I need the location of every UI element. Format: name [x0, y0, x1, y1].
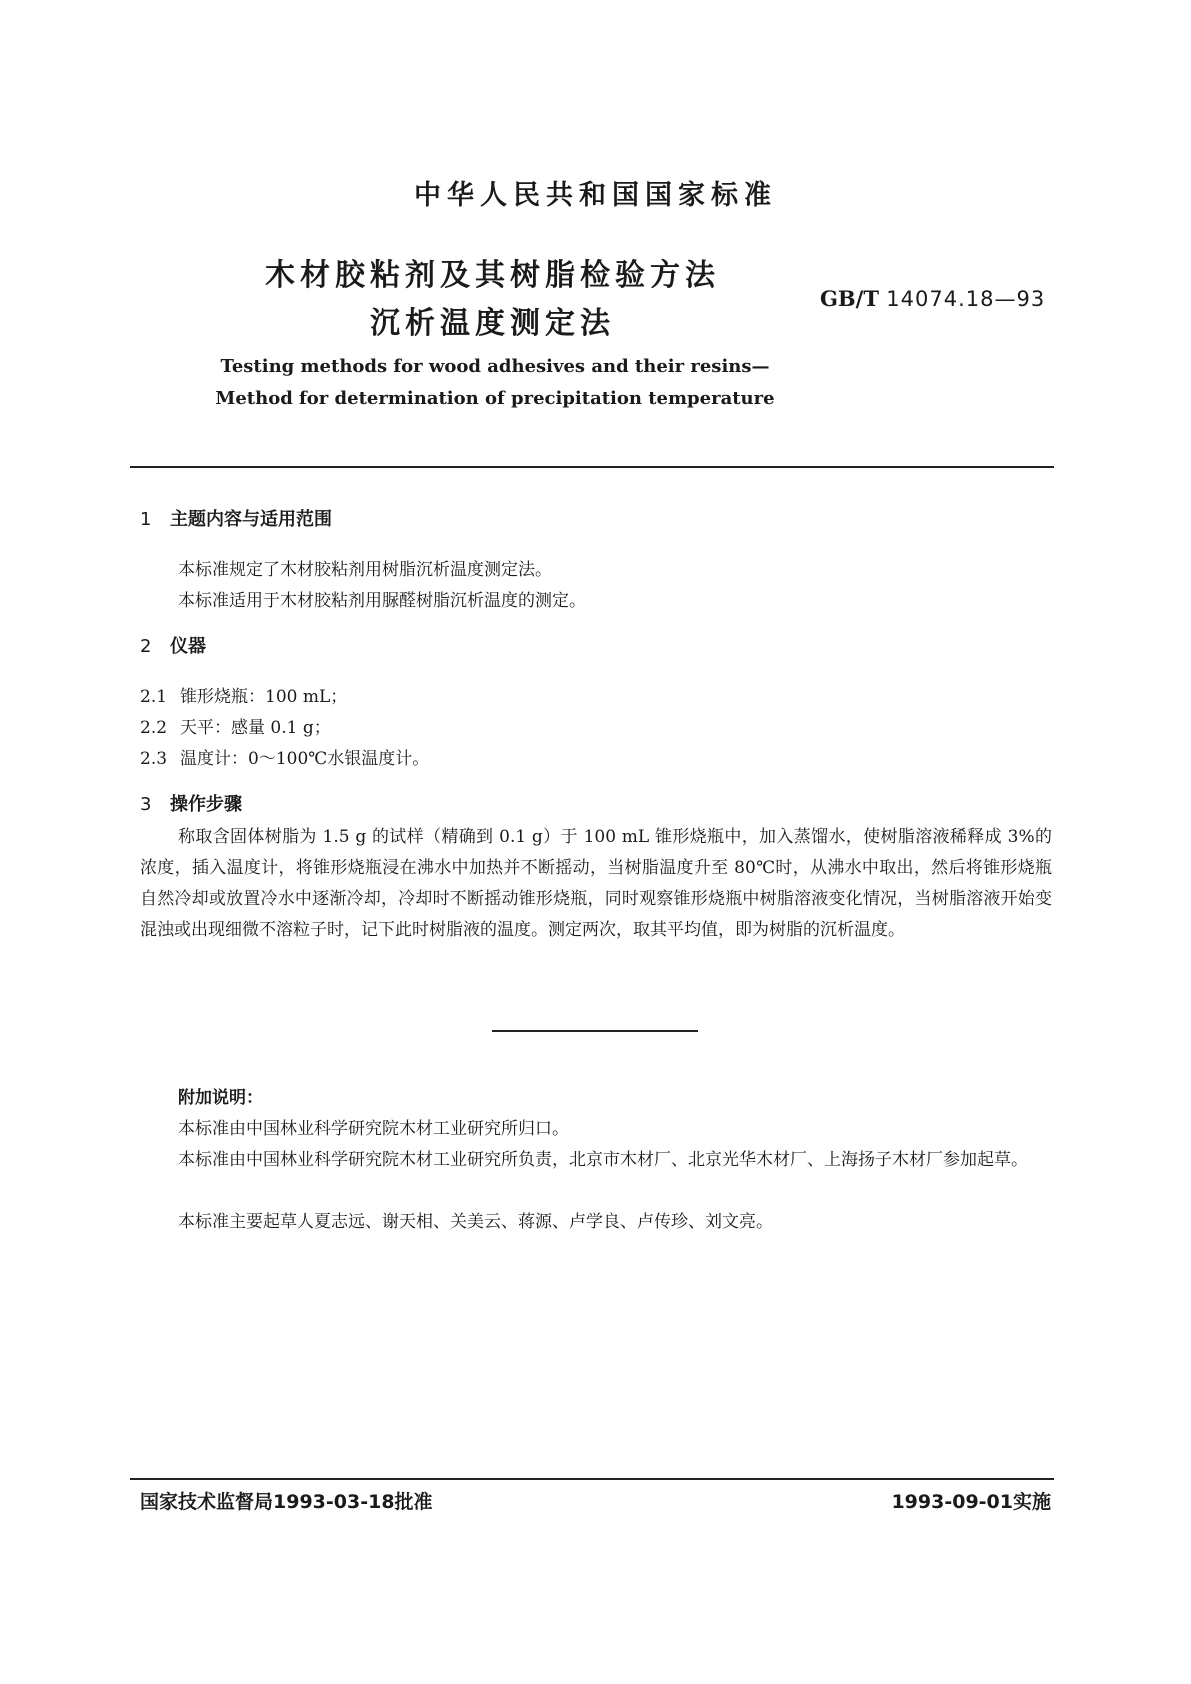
- item-number: 2.2: [140, 718, 168, 738]
- standard-number: [820, 286, 1045, 311]
- document-title-line2: 沉析温度测定法: [370, 306, 615, 341]
- content-end-divider: [492, 1030, 698, 1032]
- item-text: 温度计：0～100℃水银温度计。: [180, 749, 430, 769]
- instrument-item: [140, 744, 429, 769]
- national-standard-heading: 中华人民共和国国家标准: [414, 180, 777, 211]
- item-text: 锥形烧瓶：100 mL；: [180, 687, 348, 707]
- item-number: 2.3: [140, 749, 168, 769]
- english-title-line2: Method for determination of precipitation temperature: [215, 388, 775, 409]
- english-title-line1: Testing methods for wood adhesives and their resins—: [220, 356, 770, 377]
- implementation-date: 1993-09-01实施: [891, 1491, 1051, 1513]
- standard-code: 14074.18—93: [886, 287, 1046, 311]
- additional-note: 本标准由中国林业科学研究院木材工业研究所负责，北京市木材厂、北京光华木材厂、上海扬子木材厂参加起草。: [178, 1150, 1028, 1170]
- section-title: 主题内容与适用范围: [170, 509, 332, 530]
- additional-note: 本标准主要起草人夏志远、谢天相、关美云、蒋源、卢学良、卢传珍、刘文亮。: [178, 1212, 773, 1232]
- instrument-item: [140, 682, 347, 707]
- additional-note: 本标准由中国林业科学研究院木材工业研究所归口。: [178, 1119, 569, 1139]
- section-title: 操作步骤: [170, 794, 242, 815]
- section-1-heading: [140, 505, 332, 531]
- section-title: 仪器: [170, 636, 206, 657]
- footer-divider: [130, 1478, 1054, 1480]
- instrument-item: [140, 713, 331, 738]
- section-1-paragraph: 本标准适用于木材胶粘剂用脲醛树脂沉析温度的测定。: [178, 591, 586, 611]
- section-number: 1: [140, 509, 152, 530]
- section-1-paragraph: 本标准规定了木材胶粘剂用树脂沉析温度测定法。: [178, 560, 552, 580]
- section-2-heading: [140, 632, 206, 658]
- section-number: 2: [140, 636, 152, 657]
- procedure-paragraph: 称取含固体树脂为 1.5 g 的试样（精确到 0.1 g）于 100 mL 锥形烧瓶中，加入蒸馏水，使树脂溶液稀释成 3%的浓度，插入温度计，将锥形烧瓶浸在沸水中加热并不断摇动，当树脂温度升至 80℃时，从沸水中取出，然后将锥形烧瓶自然冷却或放置冷水中逐渐冷却，冷却时不断摇动锥形烧瓶，同时观察锥形烧瓶中树脂溶液变化情况，当树脂溶液开始变混浊或出现细微不溶粒子时，记下此时树脂液的温度。测定两次，取其平均值，即为树脂的沉析温度。: [140, 827, 1052, 940]
- document-title-line1: 木材胶粘剂及其树脂检验方法: [265, 258, 720, 293]
- item-text: 天平：感量 0.1 g；: [180, 718, 331, 738]
- section-3-heading: [140, 790, 242, 816]
- section-number: 3: [140, 794, 152, 815]
- standard-prefix: GB/T: [820, 286, 879, 311]
- approval-date: 国家技术监督局1993-03-18批准: [140, 1491, 433, 1513]
- item-number: 2.1: [140, 687, 168, 707]
- header-divider: [130, 466, 1054, 468]
- additional-notes-heading: 附加说明：: [178, 1088, 263, 1108]
